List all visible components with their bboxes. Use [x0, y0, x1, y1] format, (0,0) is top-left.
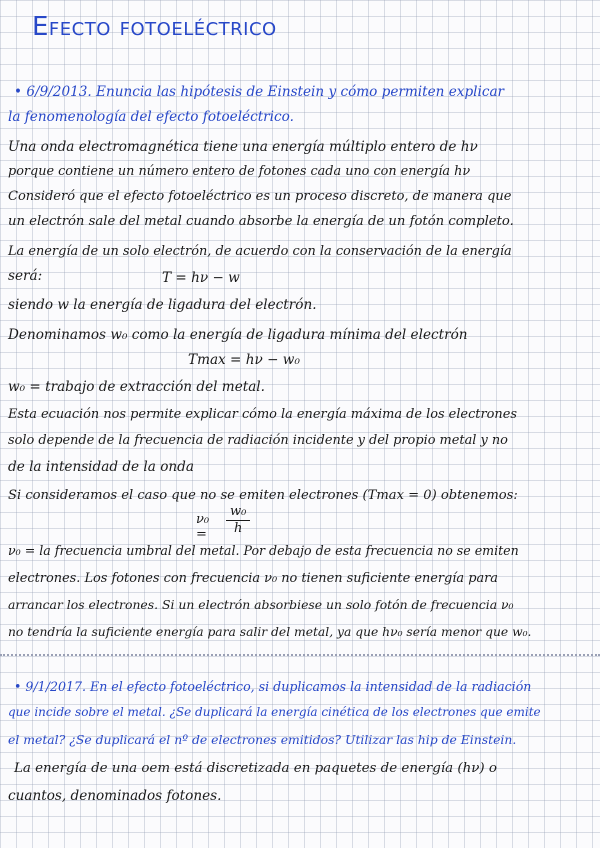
answer-1-line: será:: [8, 268, 43, 284]
answer-1-line: Consideró que el efecto fotoeléctrico es un proceso discreto, de manera que: [8, 189, 512, 204]
answer-1-line: no tendría la suficiente energía para salir del metal, ya que hν₀ sería menor que w₀.: [8, 625, 532, 639]
answer-1-line: electrones. Los fotones con frecuencia ν₀ no tienen suficiente energía para: [8, 571, 498, 586]
question-2-line-1: • 9/1/2017. En el efecto fotoeléctrico, si duplicamos la intensidad de la radiación: [14, 679, 532, 694]
equation-max-kinetic-energy: Tmax = hν − w₀: [188, 352, 300, 368]
answer-1-line: siendo w la energía de ligadura del electrón.: [8, 297, 317, 313]
answer-1-line: La energía de un solo electrón, de acuerdo con la conservación de la energía: [8, 244, 512, 259]
equation-threshold-lhs: ν₀ =: [196, 512, 210, 542]
answer-2-line: La energía de una oem está discretizada en paquetes de energía (hν) o: [14, 761, 497, 776]
answer-1-line: w₀ = trabajo de extracción del metal.: [8, 379, 265, 395]
answer-1-line: un electrón sale del metal cuando absorbe la energía de un fotón completo.: [8, 214, 514, 229]
answer-1-line: arrancar los electrones. Si un electrón absorbiese un solo fotón de frecuencia ν₀: [8, 597, 514, 612]
answer-1-line: Esta ecuación nos permite explicar cómo la energía máxima de los electrones: [8, 407, 517, 422]
answer-1-line: Denominamos w₀ como la energía de ligadura mínima del electrón: [8, 327, 468, 343]
answer-1-line: ν₀ = la frecuencia umbral del metal. Por debajo de esta frecuencia no se emiten: [8, 543, 519, 558]
page-title: Efecto fotoeléctrico: [32, 12, 277, 42]
question-2-line-3: el metal? ¿Se duplicará el nº de electrones emitidos? Utilizar las hip de Einstein.: [8, 732, 517, 747]
equation-threshold-numerator: w₀: [230, 504, 247, 519]
equation-kinetic-energy: T = hν − w: [162, 270, 240, 286]
question-1-line-1: • 6/9/2013. Enuncia las hipótesis de Einstein y cómo permiten explicar: [14, 84, 505, 100]
section-divider: [0, 654, 600, 656]
answer-1-line: Si consideramos el caso que no se emiten electrones (Tmax = 0) obtenemos:: [8, 488, 518, 503]
question-1-line-2: la fenomenología del efecto fotoeléctrico.: [8, 109, 294, 125]
question-2-line-2: que incide sobre el metal. ¿Se duplicará la energía cinética de los electrones que emite: [8, 705, 541, 719]
answer-1-line: solo depende de la frecuencia de radiación incidente y del propio metal y no: [8, 433, 508, 448]
equation-threshold-denominator: h: [234, 521, 243, 536]
answer-1-line: Una onda electromagnética tiene una energía múltiplo entero de hν: [8, 139, 478, 155]
answer-1-line: de la intensidad de la onda: [8, 459, 194, 475]
answer-2-line: cuantos, denominados fotones.: [8, 788, 222, 804]
answer-1-line: porque contiene un número entero de fotones cada uno con energía hν: [8, 164, 471, 179]
